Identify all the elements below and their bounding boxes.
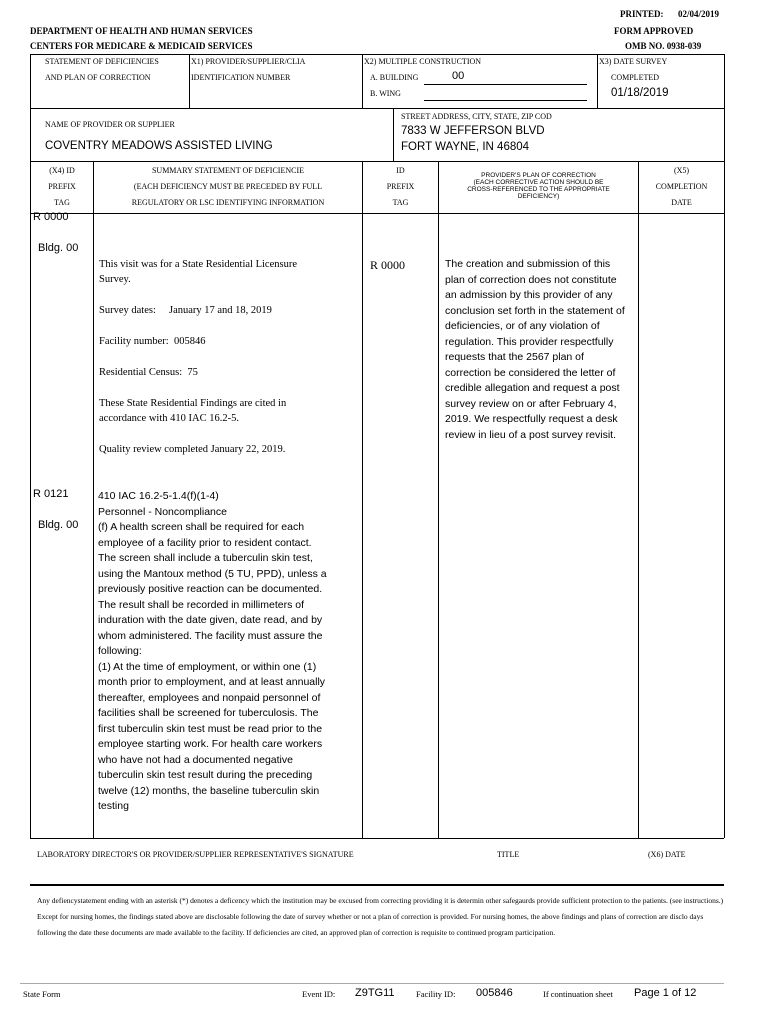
col-plan-l4: DEFICIENCY)	[517, 193, 560, 200]
rule	[189, 54, 190, 108]
col-id-l2: PREFIX	[386, 182, 415, 191]
form-approved: FORM APPROVED	[614, 26, 694, 36]
signature-label: LABORATORY DIRECTOR'S OR PROVIDER/SUPPLIER REPRESENTATIVE'S SIGNATURE	[37, 850, 354, 859]
continuation-label: If continuation sheet	[543, 989, 613, 999]
rule	[30, 161, 724, 162]
col-x4-l2: PREFIX	[48, 182, 76, 191]
rule	[20, 983, 724, 984]
rule	[597, 54, 598, 108]
entry-1-tag: R 0000	[33, 211, 69, 223]
entry-1-p6: Quality review completed January 22, 2019.	[99, 444, 286, 455]
col-x4-l3: TAG	[54, 198, 70, 207]
x1-label: X1) PROVIDER/SUPPLIER/CLIA	[191, 57, 306, 66]
cms-title: CENTERS FOR MEDICARE & MEDICAID SERVICES	[30, 41, 253, 51]
wing-underline	[424, 100, 587, 101]
printed-date: 02/04/2019	[678, 9, 720, 19]
entry-1-p5: These State Residential Findings are cited in accordance with 410 IAC 16.2-5.	[99, 398, 287, 424]
rule	[362, 161, 363, 838]
col-summary-l1: SUMMARY STATEMENT OF DEFICIENCIE	[151, 166, 305, 175]
event-id-value: Z9TG11	[355, 987, 395, 999]
x3-label: X3) DATE SURVEY	[599, 57, 668, 66]
wing-label: B. WING	[370, 89, 401, 98]
entry-1-id-tag: R 0000	[370, 258, 406, 272]
printed-label: PRINTED:	[620, 9, 664, 19]
address-line-1: 7833 W JEFFERSON BLVD	[401, 125, 545, 137]
entry-1-bldg: Bldg. 00	[38, 242, 79, 254]
col-x5-l3: DATE	[671, 198, 692, 207]
facility-id-value: 005846	[476, 987, 513, 999]
address-label: STREET ADDRESS, CITY, STATE, ZIP COD	[401, 112, 552, 121]
col-summary-l3: REGULATORY OR LSC IDENTIFYING INFORMATION	[131, 198, 325, 207]
page-number: Page 1 of 12	[634, 987, 697, 999]
entry-1-p2: Survey dates: January 17 and 18, 2019	[99, 305, 272, 316]
signature-date: (X6) DATE	[648, 850, 686, 859]
col-plan-l2: (EACH CORRECTIVE ACTION SHOULD BE	[473, 179, 604, 186]
col-summary-l2: (EACH DEFICIENCY MUST BE PRECEDED BY FULL	[133, 182, 323, 191]
rule	[30, 838, 724, 839]
x1-label-2: IDENTIFICATION NUMBER	[191, 73, 291, 82]
col-x5-l1: (X5)	[673, 166, 690, 175]
omb-number: OMB NO. 0938-039	[625, 41, 702, 51]
col-x5-l2: COMPLETION	[655, 182, 708, 191]
rule	[93, 161, 94, 838]
dept-title: DEPARTMENT OF HEALTH AND HUMAN SERVICES	[30, 26, 253, 36]
col-plan-l3: CROSS-REFERENCED TO THE APPROPRIATE	[467, 186, 610, 193]
entry-1-p1: This visit was for a State Residential Licensure Survey.	[99, 259, 297, 285]
rule	[30, 884, 724, 886]
col-plan-l1: PROVIDER'S PLAN OF CORRECTION	[481, 172, 596, 179]
address-line-2: FORT WAYNE, IN 46804	[401, 141, 530, 153]
event-id-label: Event ID:	[302, 989, 336, 999]
entry-1-p4: Residential Census: 75	[99, 367, 198, 378]
building-value: 00	[452, 70, 465, 82]
rule	[30, 108, 724, 109]
col-x4-l1: (X4) ID	[49, 166, 75, 175]
rule	[393, 108, 394, 161]
state-form-label: State Form	[23, 989, 61, 999]
rule	[638, 161, 639, 838]
signature-title: TITLE	[497, 850, 520, 859]
rule	[30, 54, 724, 55]
provider-name-label: NAME OF PROVIDER OR SUPPLIER	[45, 120, 175, 129]
rule	[724, 54, 725, 838]
col-id-l3: TAG	[392, 198, 409, 207]
statement-label: STATEMENT OF DEFICIENCIES	[45, 57, 159, 66]
rule	[30, 213, 724, 214]
provider-name: COVENTRY MEADOWS ASSISTED LIVING	[45, 140, 273, 152]
building-label: A. BUILDING	[370, 73, 419, 82]
entry-2-text: 410 IAC 16.2-5-1.4(f)(1-4) Personnel - Noncompliance (f) A health screen shall be required for each employee of a facility prior to resident contact. The screen shall include a tuberculin skin test, using the Mantoux method (5 TU, PPD), unless a previously positive reaction can be documented. The result shall be recorded in millimeters of induration with the date given, date read, and by whom administered. The facility must assure the following: (1) At the time of employment, or within one (1) month prior to employment, and at least annually thereafter, employees and nonpaid personnel of facilities shall be screened for tuberculosis. The first tuberculin skin test must be read prior to the employee starting work. For health care workers who have not had a documented negative tuberculin skin test result during the preceding twelve (12) months, the baseline tuberculin skin testing	[98, 490, 327, 812]
rule	[438, 161, 439, 838]
survey-date-value: 01/18/2019	[611, 87, 669, 99]
entry-2-tag: R 0121	[33, 488, 69, 500]
entry-2-bldg: Bldg. 00	[38, 519, 79, 531]
col-id-l1: ID	[396, 166, 405, 175]
entry-1-plan: The creation and submission of this plan of correction does not constitute an admission by this provider of any conclusion set forth in the statement of deficiencies, or of any violation of regulation. This provider respectfully requests that the 2567 plan of correction be considered the letter of credible allegation and request a post survey review on or after February 4, 2019. We respectfully request a desk review in lieu of a post survey revisit.	[445, 258, 625, 441]
x2-label: X2) MULTIPLE CONSTRUCTION	[364, 57, 482, 66]
statement-label-2: AND PLAN OF CORRECTION	[45, 73, 151, 82]
x3-label-2: COMPLETED	[611, 73, 659, 82]
facility-id-label: Facility ID:	[416, 989, 456, 999]
disclaimer: Any defiencystatement ending with an asterisk (*) denotes a deficency which the institution may be excused from correcting providing it is determin other safegaurds provide sufficient protection to the patients. (see instructions.) Except for nursing homes, the findings stated above are disclosable following the date of survey whether or not a plan of correction is provided. For nursing homes, the above findings and plans of correction are disclo days following the date these documents are made available to the facility. If deficiencies are cited, an approved plan of correction is requisite to continued program participation.	[37, 896, 724, 937]
rule	[362, 54, 363, 108]
building-underline	[424, 84, 587, 85]
entry-1-p3: Facility number: 005846	[99, 336, 206, 347]
